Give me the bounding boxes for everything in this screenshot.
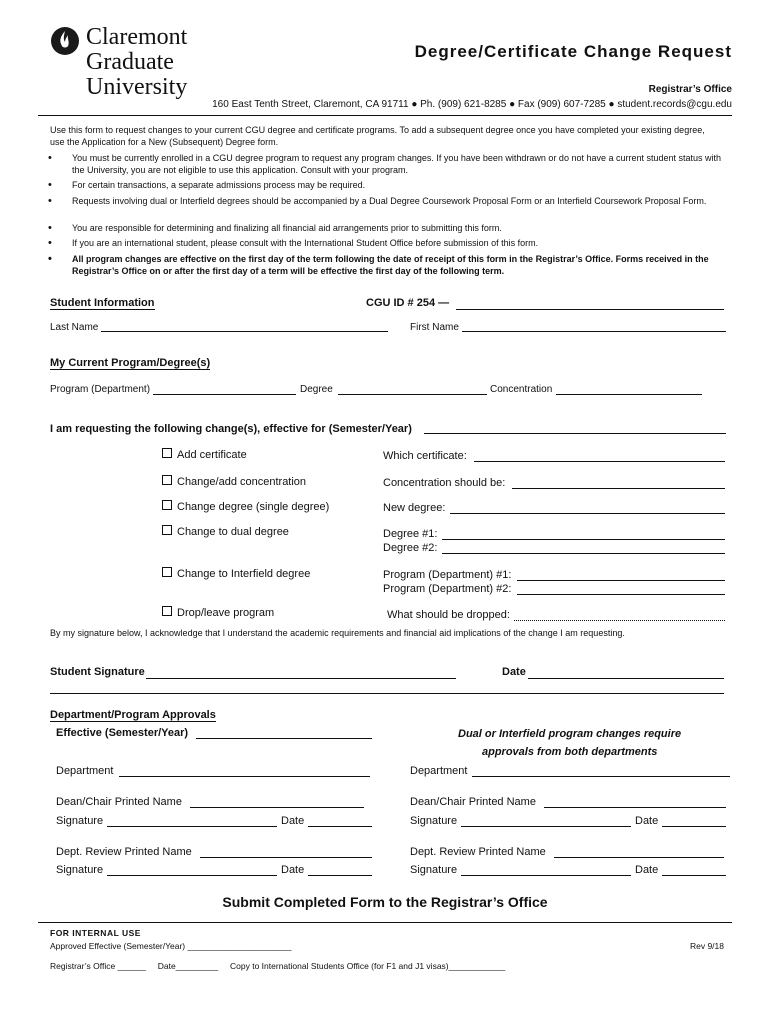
degree-2-label: Degree #2: [383,542,438,554]
which-certificate-field[interactable] [474,461,725,462]
concentration-field[interactable] [556,394,702,395]
program-2-label: Program (Department) #2: [383,583,512,595]
approval-effective-label: Effective (Semester/Year) [56,727,189,739]
logo-line-3: University [86,74,188,100]
cgu-id-field[interactable] [456,309,724,310]
student-signature-label: Student Signature [50,666,145,678]
degree-1-field[interactable] [442,539,725,540]
right-signature-2-field[interactable] [461,875,631,876]
what-dropped-label: What should be dropped: [387,609,510,621]
right-signature-2-label: Signature [410,864,458,876]
program-1-field[interactable] [517,580,725,581]
drop-program-checkbox[interactable] [162,606,172,616]
which-certificate-label: Which certificate: [383,450,467,462]
left-signature-2-label: Signature [56,864,104,876]
what-dropped-field[interactable] [514,620,725,621]
internal-heading: FOR INTERNAL USE [50,928,141,938]
logo [50,24,210,104]
header-divider [38,115,732,116]
change-concentration-label: Change/add concentration [177,476,307,488]
left-date-1-field[interactable] [308,826,372,827]
add-certificate-label: Add certificate [177,449,247,461]
intro-bullet-5: • If you are an international student, please consult with the International Student Office before submission of this form. [72,237,722,249]
program-label: Program (Department) [50,384,151,395]
program-1-label: Program (Department) #1: [383,569,512,581]
intro-bullet-3: • Requests involving dual or Interfield degrees should be accompanied by a Dual Degree Coursework Proposal Form or an Interfield Coursework Proposal Form. [72,195,722,207]
student-signature-field[interactable] [146,678,456,679]
approval-effective-field[interactable] [196,738,372,739]
degree-1-label: Degree #1: [383,528,438,540]
degree-label: Degree [300,384,333,395]
approvals-heading: Department/Program Approvals [50,709,216,721]
left-date-1-label: Date [281,815,305,827]
new-degree-label: New degree: [383,502,446,514]
internal-divider [38,922,732,923]
concentration-should-be-field[interactable] [512,488,725,489]
left-dept-review-label: Dept. Review Printed Name [56,846,192,858]
logo-line-1: Claremont [86,24,188,50]
left-department-label: Department [56,765,114,777]
program-field[interactable] [153,394,296,395]
change-degree-label: Change degree (single degree) [177,501,330,513]
left-date-2-field[interactable] [308,875,372,876]
left-date-2-label: Date [281,864,305,876]
right-date-2-label: Date [635,864,659,876]
change-concentration-checkbox[interactable] [162,475,172,485]
add-certificate-checkbox[interactable] [162,448,172,458]
left-signature-1-field[interactable] [107,826,277,827]
right-department-field[interactable] [472,776,730,777]
dual-degree-label: Change to dual degree [177,526,289,538]
signature-divider [50,693,724,694]
approval-note-2: approvals from both departments [482,746,658,758]
left-signature-2-field[interactable] [107,875,277,876]
left-dean-label: Dean/Chair Printed Name [56,796,182,808]
right-dean-label: Dean/Chair Printed Name [410,796,536,808]
signature-date-label: Date [502,666,526,678]
submit-instruction: Submit Completed Form to the Registrar’s Office [222,894,548,910]
logo-line-2: Graduate [86,49,174,75]
request-heading: I am requesting the following change(s), effective for (Semester/Year) [50,423,412,435]
effective-semester-field[interactable] [424,433,726,434]
dual-degree-checkbox[interactable] [162,525,172,535]
cgu-id-label: CGU ID # 254 — [366,297,450,309]
last-name-label: Last Name [50,322,99,333]
intro-bullet-2: • For certain transactions, a separate admissions process may be required. [72,179,722,191]
internal-approved: Approved Effective (Semester/Year) ______________________ [50,941,292,951]
concentration-label: Concentration [490,384,553,395]
left-dean-field[interactable] [190,807,364,808]
drop-program-label: Drop/leave program [177,607,275,619]
flame-icon [50,26,80,56]
change-degree-checkbox[interactable] [162,500,172,510]
interfield-degree-label: Change to Interfield degree [177,568,311,580]
registrar-office: Registrar’s Office [648,84,732,95]
current-program-heading: My Current Program/Degree(s) [50,357,211,369]
acknowledge-text: By my signature below, I acknowledge that I understand the academic requirements and financial aid implications of the change I am requesting. [50,628,625,638]
intro-bullet-1: • You must be currently enrolled in a CGU degree program to request any program changes. If you have been withdrawn or do not have a current student status with the University, you are not eligible to use this application. Consult with your program. [72,152,722,176]
intro-paragraph: Use this form to request changes to your current CGU degree and certificate programs. To add a subsequent degree once you have completed your existing degree, use the Application for a New (Subsequent) Degree form. [50,125,705,147]
concentration-should-be-label: Concentration should be: [383,477,506,489]
approval-note-1: Dual or Interfield program changes require [458,728,682,740]
right-dept-review-field[interactable] [554,857,724,858]
intro-bullet-6: • All program changes are effective on the first day of the term following the date of receipt of this form in the Registrar’s Office. Forms received in the Registrar’s Office on or after the first day of a term will be effective the first day of the following term. [72,253,722,277]
first-name-field[interactable] [462,331,726,332]
right-department-label: Department [410,765,468,777]
left-dept-review-field[interactable] [200,857,372,858]
signature-date-field[interactable] [528,678,724,679]
interfield-degree-checkbox[interactable] [162,567,172,577]
program-2-field[interactable] [517,594,725,595]
right-dean-field[interactable] [544,807,726,808]
right-dept-review-label: Dept. Review Printed Name [410,846,546,858]
left-signature-1-label: Signature [56,815,104,827]
internal-registrar-line: Registrar’s Office ______ Date_________ Copy to International Students Office (for F1 and J1 visas)____________ [50,961,506,971]
last-name-field[interactable] [101,331,388,332]
right-date-2-field[interactable] [662,875,726,876]
right-signature-1-field[interactable] [461,826,631,827]
student-info-heading: Student Information [50,297,155,309]
page-title: Degree/Certificate Change Request [414,42,732,61]
degree-2-field[interactable] [442,553,725,554]
degree-field[interactable] [338,394,487,395]
first-name-label: First Name [410,322,459,333]
left-department-field[interactable] [119,776,370,777]
intro-bullet-4: • You are responsible for determining and finalizing all financial aid arrangements prior to submitting this form. [72,222,722,234]
right-signature-1-label: Signature [410,815,458,827]
right-date-1-label: Date [635,815,659,827]
right-date-1-field[interactable] [662,826,726,827]
new-degree-field[interactable] [450,513,725,514]
address-line: 160 East Tenth Street, Claremont, CA 91711 ● Ph. (909) 621-8285 ● Fax (909) 607-7285 ● student.records@cgu.edu [212,99,732,110]
revision-label: Rev 9/18 [689,941,724,951]
